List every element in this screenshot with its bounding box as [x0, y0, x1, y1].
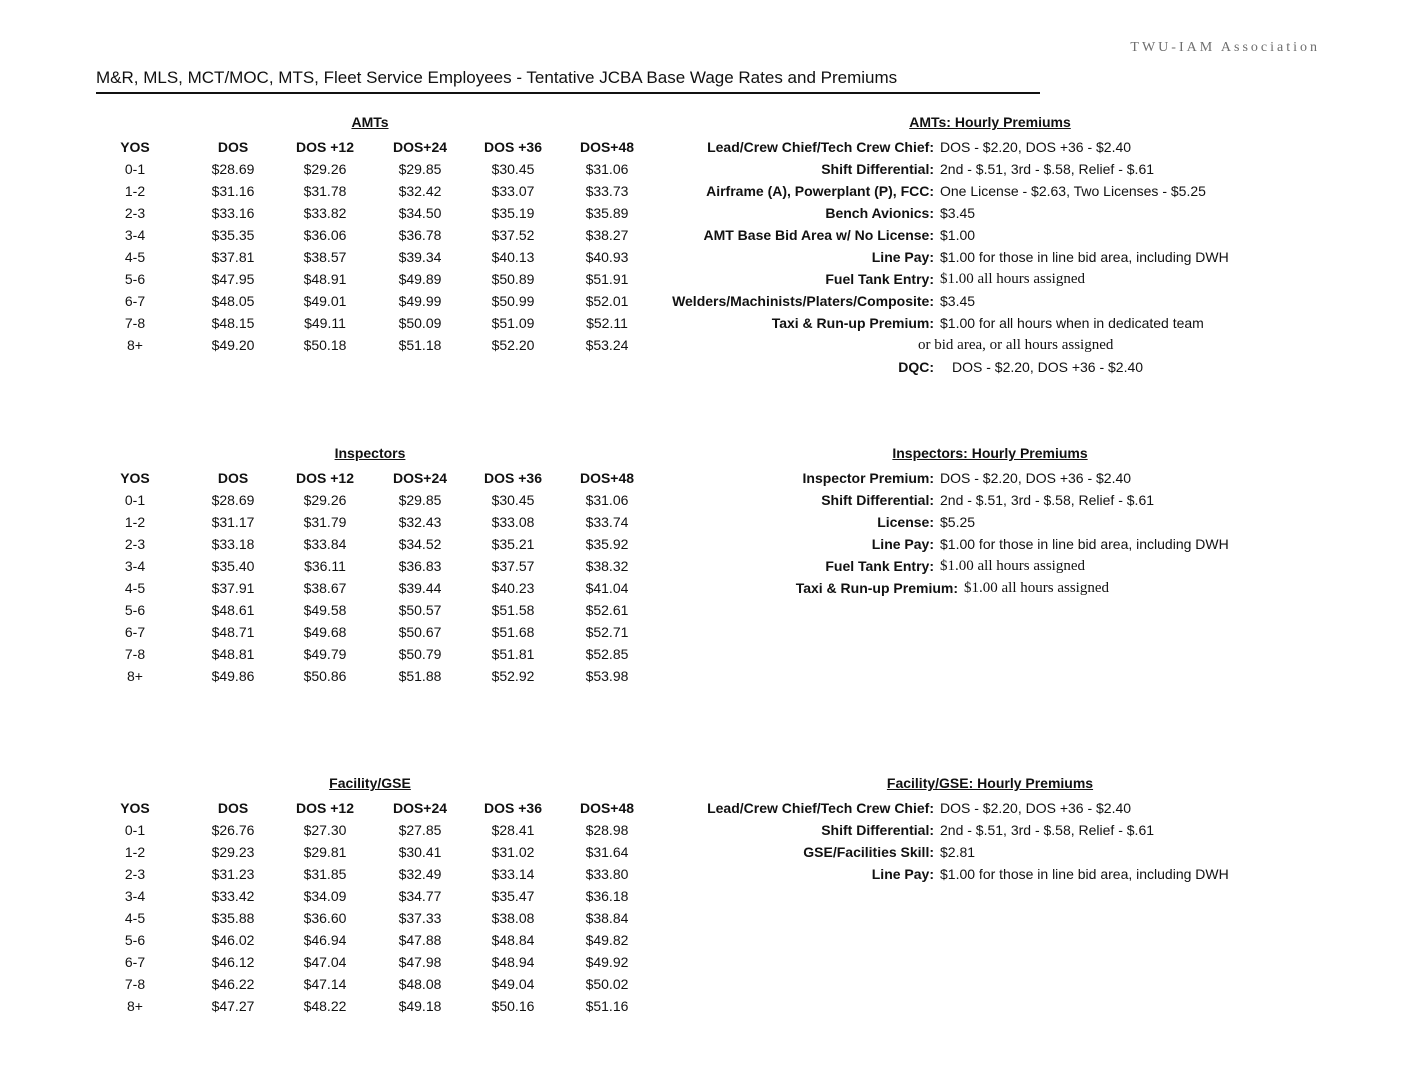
wage-cell: $29.26: [303, 161, 347, 177]
wage-cell: $49.18: [398, 998, 442, 1014]
premium-value: $1.00 for those in line bid area, including DWH: [940, 866, 1229, 882]
table-row: [90, 907, 660, 929]
wage-cell: $35.47: [491, 888, 535, 904]
column-header: DOS +12: [296, 139, 354, 155]
premium-label: GSE/Facilities Skill:: [803, 844, 934, 860]
premium-label: Bench Avionics:: [825, 205, 934, 221]
wage-cell: $48.15: [211, 315, 255, 331]
wage-cell: $52.71: [585, 624, 629, 640]
wage-cell: $50.16: [491, 998, 535, 1014]
wage-cell: $32.42: [398, 183, 442, 199]
yos-cell: 5-6: [124, 602, 146, 618]
column-header: DOS+48: [579, 470, 635, 486]
premium-value: $1.00 for those in line bid area, including DWH: [940, 536, 1229, 552]
premium-value: or bid area, or all hours assigned: [918, 337, 1114, 353]
premium-item: [560, 290, 1400, 312]
wage-cell: $50.79: [398, 646, 442, 662]
wage-cell: $28.98: [585, 822, 629, 838]
wage-cell: $50.09: [398, 315, 442, 331]
premium-value: $1.00 for all hours when in dedicated team: [940, 315, 1204, 331]
wage-cell: $29.81: [303, 844, 347, 860]
wage-cell: $33.73: [585, 183, 629, 199]
wage-cell: $52.20: [491, 337, 535, 353]
yos-cell: 8+: [127, 998, 143, 1014]
wage-cell: $48.94: [491, 954, 535, 970]
yos-cell: 7-8: [124, 315, 146, 331]
table-row: [90, 599, 660, 621]
wage-cell: $38.08: [491, 910, 535, 926]
amts-section: [0, 114, 1408, 384]
premium-value: 2nd - $.51, 3rd - $.58, Relief - $.61: [940, 161, 1155, 177]
premium-value: $1.00 for those in line bid area, including DWH: [940, 249, 1229, 265]
premium-label: Taxi & Run-up Premium:: [771, 315, 934, 331]
wage-cell: $47.04: [303, 954, 347, 970]
premium-item: [560, 202, 1400, 224]
wage-cell: $49.82: [585, 932, 629, 948]
column-header: YOS: [120, 139, 150, 155]
yos-cell: 5-6: [124, 271, 146, 287]
wage-cell: $29.85: [398, 492, 442, 508]
wage-cell: $48.84: [491, 932, 535, 948]
wage-cell: $32.49: [398, 866, 442, 882]
wage-cell: $47.14: [303, 976, 347, 992]
wage-cell: $33.80: [585, 866, 629, 882]
wage-cell: $33.14: [491, 866, 535, 882]
table-row: [90, 621, 660, 643]
column-header: DOS+24: [392, 800, 448, 816]
wage-cell: $48.08: [398, 976, 442, 992]
wage-cell: $52.61: [585, 602, 629, 618]
wage-cell: $50.02: [585, 976, 629, 992]
yos-cell: 3-4: [124, 558, 146, 574]
wage-cell: $51.18: [398, 337, 442, 353]
premium-value: DOS - $2.20, DOS +36 - $2.40: [940, 470, 1132, 486]
wage-cell: $48.71: [211, 624, 255, 640]
column-header: DOS+24: [392, 139, 448, 155]
wage-cell: $38.67: [303, 580, 347, 596]
column-header: YOS: [120, 470, 150, 486]
wage-cell: $47.95: [211, 271, 255, 287]
yos-cell: 1-2: [124, 844, 146, 860]
premium-value: $2.81: [940, 844, 976, 860]
inspectors-premiums-title: Inspectors: Hourly Premiums: [892, 445, 1088, 461]
premium-item: [560, 511, 1400, 533]
wage-cell: $51.81: [491, 646, 535, 662]
premium-value: $3.45: [940, 293, 976, 309]
table-row: [90, 951, 660, 973]
yos-cell: 6-7: [124, 954, 146, 970]
wage-cell: $36.78: [398, 227, 442, 243]
wage-cell: $52.01: [585, 293, 629, 309]
wage-cell: $34.09: [303, 888, 347, 904]
wage-cell: $36.18: [585, 888, 629, 904]
premium-item: [560, 158, 1400, 180]
wage-cell: $47.27: [211, 998, 255, 1014]
wage-cell: $31.02: [491, 844, 535, 860]
wage-cell: $49.92: [585, 954, 629, 970]
wage-cell: $33.08: [491, 514, 535, 530]
premium-value: $1.00 all hours assigned: [940, 271, 1085, 287]
column-header: DOS: [217, 800, 249, 816]
column-header: DOS +36: [484, 800, 542, 816]
wage-cell: $37.81: [211, 249, 255, 265]
wage-cell: $51.91: [585, 271, 629, 287]
wage-cell: $29.85: [398, 161, 442, 177]
wage-cell: $51.68: [491, 624, 535, 640]
premium-item: [560, 533, 1400, 555]
wage-cell: $33.07: [491, 183, 535, 199]
wage-cell: $35.19: [491, 205, 535, 221]
premium-item: [560, 268, 1400, 290]
wage-cell: $46.22: [211, 976, 255, 992]
wage-cell: $26.76: [211, 822, 255, 838]
wage-cell: $31.23: [211, 866, 255, 882]
wage-cell: $33.16: [211, 205, 255, 221]
wage-cell: $29.23: [211, 844, 255, 860]
wage-cell: $49.58: [303, 602, 347, 618]
column-header: DOS +12: [296, 470, 354, 486]
yos-cell: 3-4: [124, 888, 146, 904]
premium-item: [560, 136, 1400, 158]
wage-cell: $48.91: [303, 271, 347, 287]
wage-cell: $35.89: [585, 205, 629, 221]
premium-value: DOS - $2.20, DOS +36 - $2.40: [940, 139, 1132, 155]
table-row: [90, 973, 660, 995]
premium-value: $1.00 all hours assigned: [964, 580, 1109, 596]
wage-cell: $49.86: [211, 668, 255, 684]
wage-cell: $30.45: [491, 161, 535, 177]
premium-item: [560, 224, 1400, 246]
yos-cell: 6-7: [124, 293, 146, 309]
yos-cell: 6-7: [124, 624, 146, 640]
wage-cell: $46.12: [211, 954, 255, 970]
wage-cell: $49.20: [211, 337, 255, 353]
wage-cell: $51.09: [491, 315, 535, 331]
premium-item: [560, 334, 1400, 356]
wage-cell: $49.68: [303, 624, 347, 640]
yos-cell: 5-6: [124, 932, 146, 948]
premium-label: DQC:: [898, 359, 934, 375]
wage-cell: $31.79: [303, 514, 347, 530]
yos-cell: 2-3: [124, 205, 146, 221]
premium-value: $3.45: [940, 205, 976, 221]
yos-cell: 8+: [127, 668, 143, 684]
yos-cell: 8+: [127, 337, 143, 353]
wage-cell: $52.92: [491, 668, 535, 684]
wage-cell: $50.99: [491, 293, 535, 309]
premium-item: [560, 863, 1400, 885]
wage-cell: $36.60: [303, 910, 347, 926]
premium-item: [560, 489, 1400, 511]
wage-cell: $39.34: [398, 249, 442, 265]
premium-label: Lead/Crew Chief/Tech Crew Chief:: [707, 800, 934, 816]
yos-cell: 0-1: [124, 161, 146, 177]
wage-cell: $40.23: [491, 580, 535, 596]
column-header: DOS +36: [484, 139, 542, 155]
premium-label: Line Pay:: [871, 249, 934, 265]
premium-item: [560, 577, 1400, 599]
facility-section: [0, 775, 1408, 1045]
wage-cell: $47.98: [398, 954, 442, 970]
wage-cell: $35.92: [585, 536, 629, 552]
premium-item: [560, 555, 1400, 577]
organization-name: TWU-IAM Association: [1130, 40, 1320, 55]
yos-cell: 0-1: [124, 822, 146, 838]
wage-cell: $46.02: [211, 932, 255, 948]
yos-cell: 2-3: [124, 536, 146, 552]
premium-value: $5.25: [940, 514, 976, 530]
wage-cell: $34.50: [398, 205, 442, 221]
table-row: [90, 995, 660, 1017]
wage-cell: $33.18: [211, 536, 255, 552]
wage-cell: $49.89: [398, 271, 442, 287]
wage-cell: $40.13: [491, 249, 535, 265]
wage-cell: $33.74: [585, 514, 629, 530]
wage-cell: $38.32: [585, 558, 629, 574]
wage-cell: $30.41: [398, 844, 442, 860]
premium-label: Fuel Tank Entry:: [825, 558, 934, 574]
premium-value: DOS - $2.20, DOS +36 - $2.40: [952, 359, 1144, 375]
premium-label: Inspector Premium:: [802, 470, 934, 486]
premium-item: [560, 797, 1400, 819]
wage-cell: $33.84: [303, 536, 347, 552]
yos-cell: 1-2: [124, 183, 146, 199]
premium-value: $1.00 all hours assigned: [940, 558, 1085, 574]
wage-cell: $48.61: [211, 602, 255, 618]
wage-cell: $48.81: [211, 646, 255, 662]
facility-premiums-title: Facility/GSE: Hourly Premiums: [886, 775, 1094, 791]
premium-item: [560, 356, 1400, 378]
premium-label: License:: [877, 514, 934, 530]
wage-cell: $30.45: [491, 492, 535, 508]
wage-cell: $39.44: [398, 580, 442, 596]
wage-cell: $28.69: [211, 492, 255, 508]
yos-cell: 4-5: [124, 910, 146, 926]
amts-table-title: AMTs: [351, 114, 389, 130]
wage-cell: $53.98: [585, 668, 629, 684]
premium-label: Airframe (A), Powerplant (P), FCC:: [706, 183, 934, 199]
wage-cell: $52.85: [585, 646, 629, 662]
document-title: M&R, MLS, MCT/MOC, MTS, Fleet Service Employees - Tentative JCBA Base Wage Rates and Premiums: [96, 68, 1040, 94]
column-header: DOS+48: [579, 139, 635, 155]
wage-cell: $50.67: [398, 624, 442, 640]
yos-cell: 4-5: [124, 580, 146, 596]
yos-cell: 7-8: [124, 646, 146, 662]
inspectors-section: [0, 445, 1408, 715]
column-header: DOS+24: [392, 470, 448, 486]
premium-item: [560, 841, 1400, 863]
column-header: DOS: [217, 139, 249, 155]
table-row: [90, 929, 660, 951]
wage-cell: $36.83: [398, 558, 442, 574]
premium-value: 2nd - $.51, 3rd - $.58, Relief - $.61: [940, 822, 1155, 838]
wage-cell: $34.52: [398, 536, 442, 552]
yos-cell: 3-4: [124, 227, 146, 243]
wage-cell: $41.04: [585, 580, 629, 596]
wage-cell: $28.69: [211, 161, 255, 177]
column-header: DOS: [217, 470, 249, 486]
wage-cell: $31.64: [585, 844, 629, 860]
wage-cell: $35.35: [211, 227, 255, 243]
wage-cell: $31.06: [585, 492, 629, 508]
wage-cell: $32.43: [398, 514, 442, 530]
wage-cell: $49.99: [398, 293, 442, 309]
table-row: [90, 885, 660, 907]
wage-cell: $48.22: [303, 998, 347, 1014]
amts-premiums-title: AMTs: Hourly Premiums: [909, 114, 1071, 130]
wage-cell: $51.16: [585, 998, 629, 1014]
premium-value: $1.00: [940, 227, 976, 243]
premium-label: AMT Base Bid Area w/ No License:: [703, 227, 934, 243]
wage-cell: $40.93: [585, 249, 629, 265]
wage-cell: $27.85: [398, 822, 442, 838]
facility-table-title: Facility/GSE: [329, 775, 411, 791]
column-header: DOS +36: [484, 470, 542, 486]
wage-cell: $51.58: [491, 602, 535, 618]
column-header: DOS +12: [296, 800, 354, 816]
yos-cell: 7-8: [124, 976, 146, 992]
wage-cell: $47.88: [398, 932, 442, 948]
wage-cell: $38.27: [585, 227, 629, 243]
premium-label: Welders/Machinists/Platers/Composite:: [672, 293, 934, 309]
wage-cell: $37.52: [491, 227, 535, 243]
premium-label: Shift Differential:: [821, 161, 934, 177]
column-header: DOS+48: [579, 800, 635, 816]
wage-cell: $27.30: [303, 822, 347, 838]
premium-item: [560, 180, 1400, 202]
wage-cell: $31.78: [303, 183, 347, 199]
premium-label: Line Pay:: [871, 536, 934, 552]
premium-value: 2nd - $.51, 3rd - $.58, Relief - $.61: [940, 492, 1155, 508]
premium-item: [560, 819, 1400, 841]
wage-cell: $33.82: [303, 205, 347, 221]
wage-cell: $38.57: [303, 249, 347, 265]
premium-value: One License - $2.63, Two Licenses - $5.25: [940, 183, 1206, 199]
wage-cell: $46.94: [303, 932, 347, 948]
premium-item: [560, 246, 1400, 268]
wage-cell: $36.06: [303, 227, 347, 243]
wage-cell: $31.17: [211, 514, 255, 530]
yos-cell: 4-5: [124, 249, 146, 265]
wage-cell: $35.88: [211, 910, 255, 926]
wage-cell: $31.06: [585, 161, 629, 177]
wage-cell: $52.11: [586, 315, 628, 331]
premium-item: [560, 467, 1400, 489]
wage-cell: $31.85: [303, 866, 347, 882]
wage-cell: $38.84: [585, 910, 629, 926]
wage-cell: $50.86: [303, 668, 347, 684]
yos-cell: 1-2: [124, 514, 146, 530]
wage-cell: $53.24: [585, 337, 629, 353]
wage-cell: $37.57: [491, 558, 535, 574]
yos-cell: 2-3: [124, 866, 146, 882]
yos-cell: 0-1: [124, 492, 146, 508]
wage-cell: $50.18: [303, 337, 347, 353]
premium-label: Lead/Crew Chief/Tech Crew Chief:: [707, 139, 934, 155]
wage-cell: $49.11: [304, 315, 346, 331]
wage-cell: $35.40: [211, 558, 255, 574]
wage-cell: $49.04: [491, 976, 535, 992]
wage-cell: $31.16: [211, 183, 255, 199]
premium-value: DOS - $2.20, DOS +36 - $2.40: [940, 800, 1132, 816]
premium-label: Shift Differential:: [821, 492, 934, 508]
wage-cell: $50.57: [398, 602, 442, 618]
wage-cell: $49.79: [303, 646, 347, 662]
wage-cell: $48.05: [211, 293, 255, 309]
wage-cell: $51.88: [398, 668, 442, 684]
inspectors-table-title: Inspectors: [334, 445, 406, 461]
wage-cell: $33.42: [211, 888, 255, 904]
premium-item: [560, 312, 1400, 334]
wage-cell: $28.41: [491, 822, 535, 838]
premium-label: Line Pay:: [871, 866, 934, 882]
table-row: [90, 665, 660, 687]
wage-cell: $34.77: [398, 888, 442, 904]
wage-cell: $35.21: [491, 536, 535, 552]
wage-cell: $29.26: [303, 492, 347, 508]
column-header: YOS: [120, 800, 150, 816]
premium-label: Fuel Tank Entry:: [825, 271, 934, 287]
wage-cell: $36.11: [304, 558, 346, 574]
premium-label: Taxi & Run-up Premium:: [795, 580, 958, 596]
wage-cell: $49.01: [303, 293, 347, 309]
premium-label: Shift Differential:: [821, 822, 934, 838]
wage-cell: $50.89: [491, 271, 535, 287]
table-row: [90, 643, 660, 665]
wage-cell: $37.91: [211, 580, 255, 596]
wage-cell: $37.33: [398, 910, 442, 926]
